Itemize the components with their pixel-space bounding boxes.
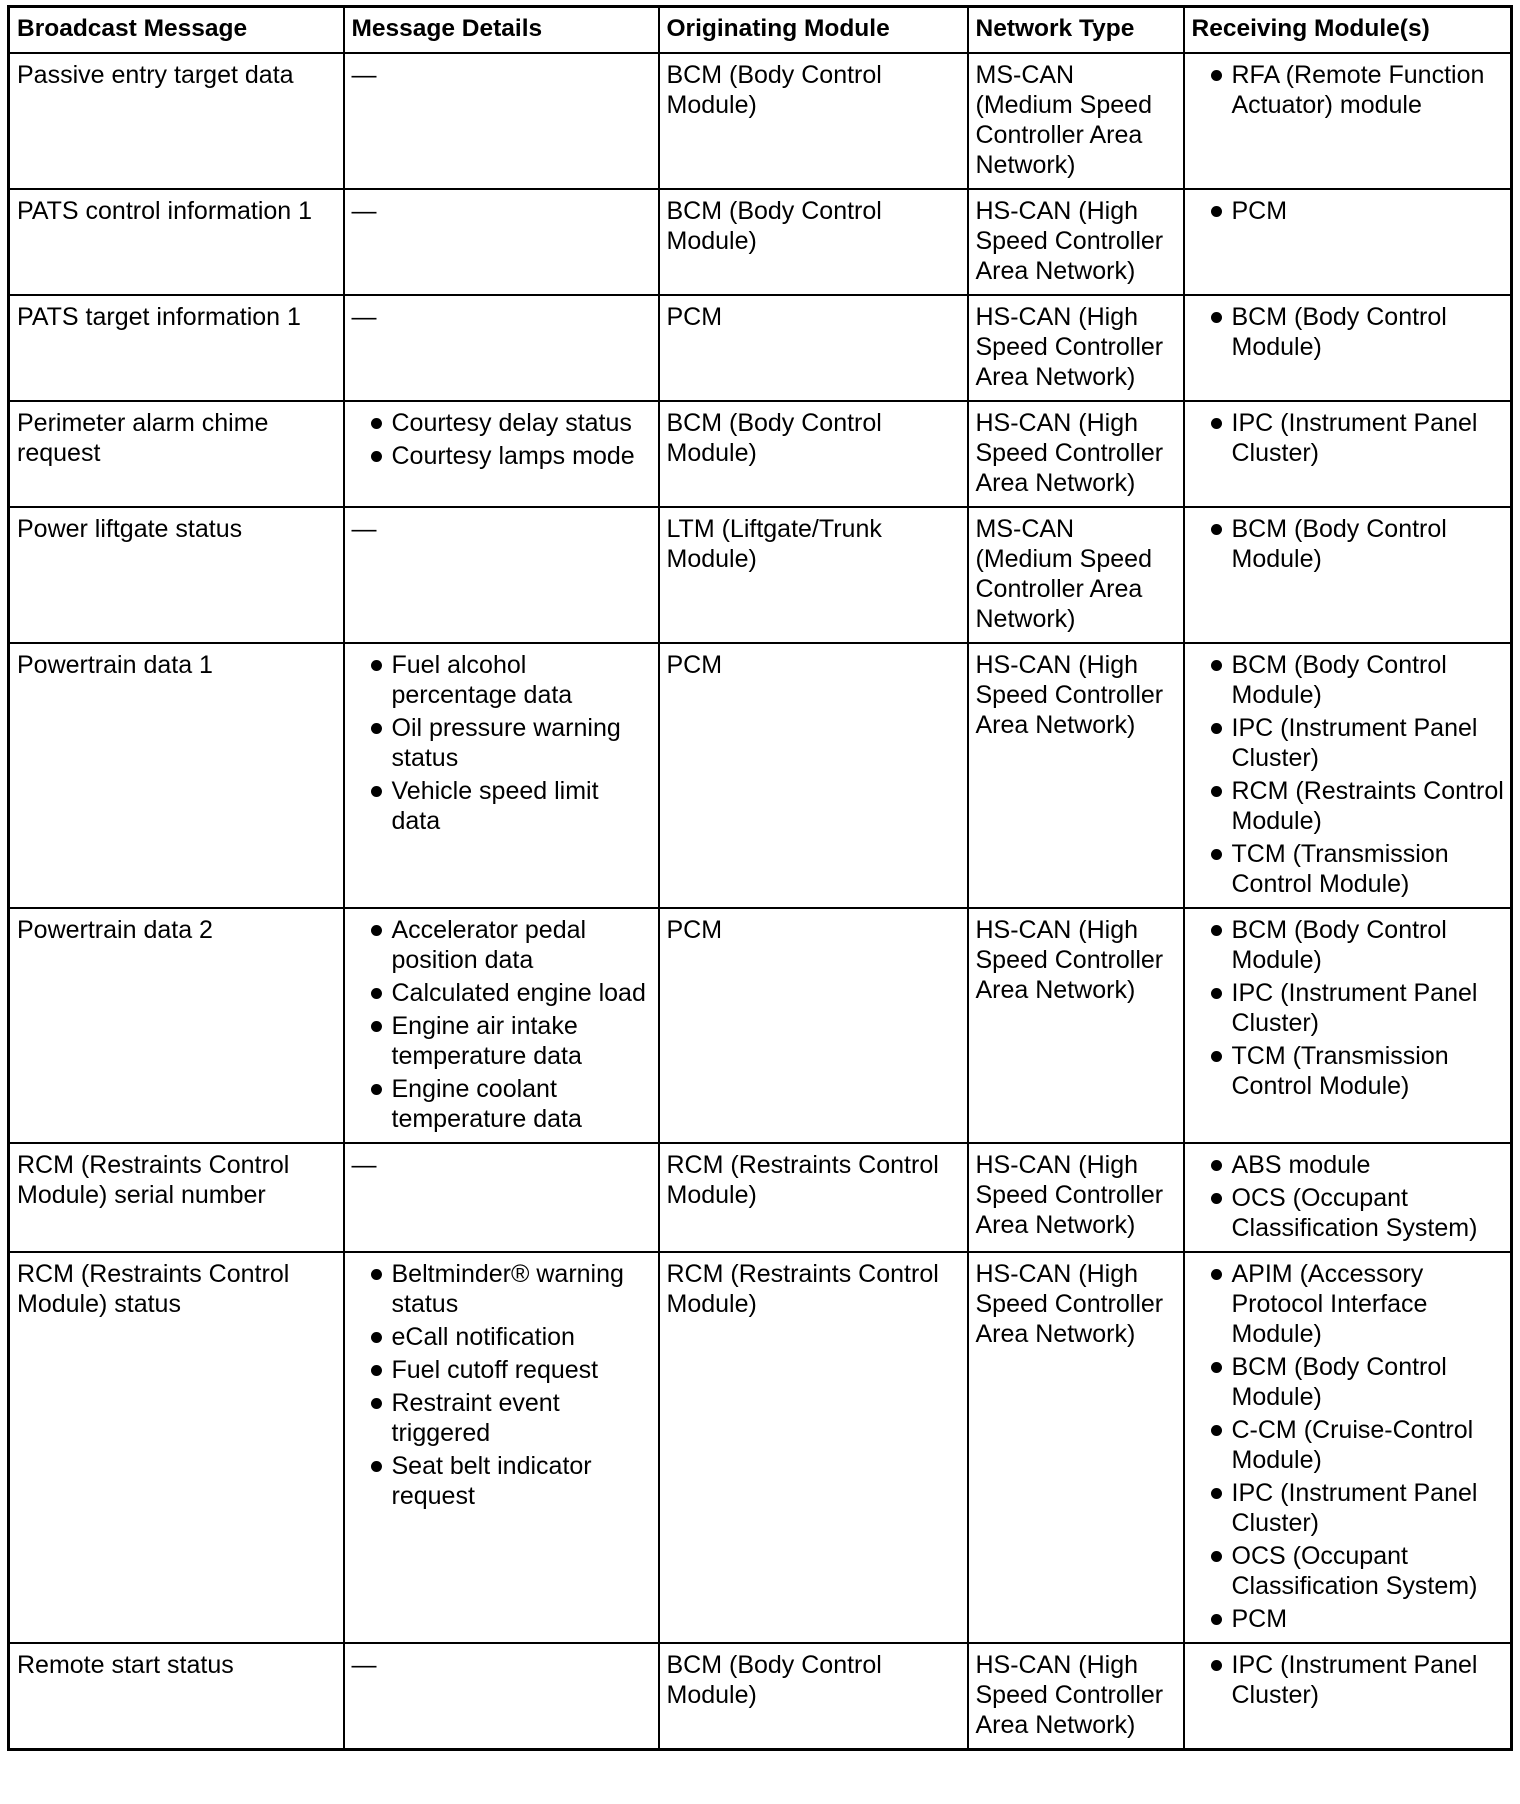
list-item: Fuel alcohol percentage data <box>352 650 652 710</box>
broadcast-message-table-container <box>7 5 1510 1751</box>
cell-receiving-modules <box>1184 908 1512 1143</box>
list-item: PCM <box>1192 196 1505 226</box>
list-item: BCM (Body Control Module) <box>1192 1352 1505 1412</box>
list-item: TCM (Transmission Control Module) <box>1192 839 1505 899</box>
table-header-row <box>9 7 1512 54</box>
list-item: OCS (Occupant Classification System) <box>1192 1541 1505 1601</box>
table-row <box>9 53 1512 189</box>
list-item: Engine air intake temperature data <box>352 1011 652 1071</box>
list-item: BCM (Body Control Module) <box>1192 302 1505 362</box>
cell-receiving-modules <box>1184 295 1512 401</box>
table-row <box>9 189 1512 295</box>
list-item: IPC (Instrument Panel Cluster) <box>1192 978 1505 1038</box>
cell-receiving-modules-list <box>1192 1650 1505 1710</box>
header-broadcast-message: Broadcast Message <box>9 7 344 54</box>
list-item: RFA (Remote Function Actuator) module <box>1192 60 1505 120</box>
cell-message-details-list <box>352 650 652 836</box>
cell-originating-module: RCM (Restraints Control Module) <box>659 1252 968 1643</box>
cell-message-details: — <box>344 1643 659 1750</box>
cell-message-details <box>344 401 659 507</box>
cell-message-details: — <box>344 507 659 643</box>
list-item: Engine coolant temperature data <box>352 1074 652 1134</box>
cell-receiving-modules <box>1184 507 1512 643</box>
cell-receiving-modules <box>1184 189 1512 295</box>
cell-originating-module: BCM (Body Control Module) <box>659 401 968 507</box>
cell-network-type: HS-CAN (High Speed Controller Area Network) <box>968 1643 1184 1750</box>
header-message-details: Message Details <box>344 7 659 54</box>
cell-network-type: HS-CAN (High Speed Controller Area Network) <box>968 189 1184 295</box>
cell-network-type: HS-CAN (High Speed Controller Area Network) <box>968 401 1184 507</box>
cell-message-details: — <box>344 189 659 295</box>
broadcast-message-table <box>7 5 1513 1751</box>
cell-originating-module: PCM <box>659 908 968 1143</box>
list-item: RCM (Restraints Control Module) <box>1192 776 1505 836</box>
cell-originating-module: BCM (Body Control Module) <box>659 53 968 189</box>
list-item: APIM (Accessory Protocol Interface Module) <box>1192 1259 1505 1349</box>
cell-network-type: MS-CAN (Medium Speed Controller Area Network) <box>968 53 1184 189</box>
list-item: PCM <box>1192 1604 1505 1634</box>
table-row <box>9 507 1512 643</box>
cell-originating-module: PCM <box>659 295 968 401</box>
cell-receiving-modules-list <box>1192 60 1505 120</box>
cell-message-details <box>344 908 659 1143</box>
list-item: TCM (Transmission Control Module) <box>1192 1041 1505 1101</box>
cell-receiving-modules <box>1184 1643 1512 1750</box>
cell-originating-module: BCM (Body Control Module) <box>659 1643 968 1750</box>
cell-message-details-list <box>352 408 652 471</box>
table-body <box>9 53 1512 1750</box>
cell-receiving-modules-list <box>1192 514 1505 574</box>
cell-receiving-modules <box>1184 643 1512 908</box>
cell-receiving-modules-list <box>1192 915 1505 1101</box>
cell-receiving-modules-list <box>1192 650 1505 899</box>
cell-broadcast-message: Powertrain data 1 <box>9 643 344 908</box>
cell-network-type: HS-CAN (High Speed Controller Area Network) <box>968 1252 1184 1643</box>
list-item: Courtesy lamps mode <box>352 441 652 471</box>
cell-originating-module: PCM <box>659 643 968 908</box>
list-item: Oil pressure warning status <box>352 713 652 773</box>
header-network-type: Network Type <box>968 7 1184 54</box>
cell-originating-module: RCM (Restraints Control Module) <box>659 1143 968 1252</box>
cell-network-type: HS-CAN (High Speed Controller Area Network) <box>968 295 1184 401</box>
cell-broadcast-message: Powertrain data 2 <box>9 908 344 1143</box>
list-item: Fuel cutoff request <box>352 1355 652 1385</box>
table-row <box>9 1643 1512 1750</box>
list-item: Calculated engine load <box>352 978 652 1008</box>
cell-network-type: HS-CAN (High Speed Controller Area Network) <box>968 643 1184 908</box>
cell-broadcast-message: PATS control information 1 <box>9 189 344 295</box>
list-item: Vehicle speed limit data <box>352 776 652 836</box>
cell-receiving-modules <box>1184 53 1512 189</box>
cell-originating-module: LTM (Liftgate/Trunk Module) <box>659 507 968 643</box>
table-row <box>9 1143 1512 1252</box>
table-row <box>9 643 1512 908</box>
cell-message-details: — <box>344 1143 659 1252</box>
cell-receiving-modules-list <box>1192 408 1505 468</box>
cell-receiving-modules-list <box>1192 302 1505 362</box>
cell-message-details <box>344 643 659 908</box>
cell-broadcast-message: PATS target information 1 <box>9 295 344 401</box>
header-receiving-modules: Receiving Module(s) <box>1184 7 1512 54</box>
cell-network-type: HS-CAN (High Speed Controller Area Network) <box>968 1143 1184 1252</box>
cell-receiving-modules-list <box>1192 1259 1505 1634</box>
list-item: eCall notification <box>352 1322 652 1352</box>
cell-broadcast-message: Passive entry target data <box>9 53 344 189</box>
cell-network-type: MS-CAN (Medium Speed Controller Area Network) <box>968 507 1184 643</box>
list-item: IPC (Instrument Panel Cluster) <box>1192 713 1505 773</box>
list-item: Beltminder® warning status <box>352 1259 652 1319</box>
table-row <box>9 1252 1512 1643</box>
list-item: IPC (Instrument Panel Cluster) <box>1192 1650 1505 1710</box>
list-item: ABS module <box>1192 1150 1505 1180</box>
list-item: OCS (Occupant Classification System) <box>1192 1183 1505 1243</box>
list-item: Accelerator pedal position data <box>352 915 652 975</box>
cell-message-details: — <box>344 295 659 401</box>
list-item: IPC (Instrument Panel Cluster) <box>1192 408 1505 468</box>
cell-network-type: HS-CAN (High Speed Controller Area Network) <box>968 908 1184 1143</box>
cell-broadcast-message: Remote start status <box>9 1643 344 1750</box>
list-item: BCM (Body Control Module) <box>1192 650 1505 710</box>
cell-receiving-modules <box>1184 401 1512 507</box>
list-item: Seat belt indicator request <box>352 1451 652 1511</box>
cell-receiving-modules <box>1184 1252 1512 1643</box>
cell-message-details <box>344 1252 659 1643</box>
table-row <box>9 908 1512 1143</box>
cell-broadcast-message: RCM (Restraints Control Module) status <box>9 1252 344 1643</box>
cell-receiving-modules-list <box>1192 1150 1505 1243</box>
cell-originating-module: BCM (Body Control Module) <box>659 189 968 295</box>
cell-message-details-list <box>352 1259 652 1511</box>
cell-message-details: — <box>344 53 659 189</box>
list-item: C-CM (Cruise-Control Module) <box>1192 1415 1505 1475</box>
cell-broadcast-message: Power liftgate status <box>9 507 344 643</box>
list-item: IPC (Instrument Panel Cluster) <box>1192 1478 1505 1538</box>
table-row <box>9 295 1512 401</box>
cell-receiving-modules-list <box>1192 196 1505 226</box>
cell-message-details-list <box>352 915 652 1134</box>
cell-receiving-modules <box>1184 1143 1512 1252</box>
list-item: BCM (Body Control Module) <box>1192 915 1505 975</box>
list-item: BCM (Body Control Module) <box>1192 514 1505 574</box>
header-originating-module: Originating Module <box>659 7 968 54</box>
table-row <box>9 401 1512 507</box>
list-item: Restraint event triggered <box>352 1388 652 1448</box>
cell-broadcast-message: Perimeter alarm chime request <box>9 401 344 507</box>
list-item: Courtesy delay status <box>352 408 652 438</box>
cell-broadcast-message: RCM (Restraints Control Module) serial number <box>9 1143 344 1252</box>
